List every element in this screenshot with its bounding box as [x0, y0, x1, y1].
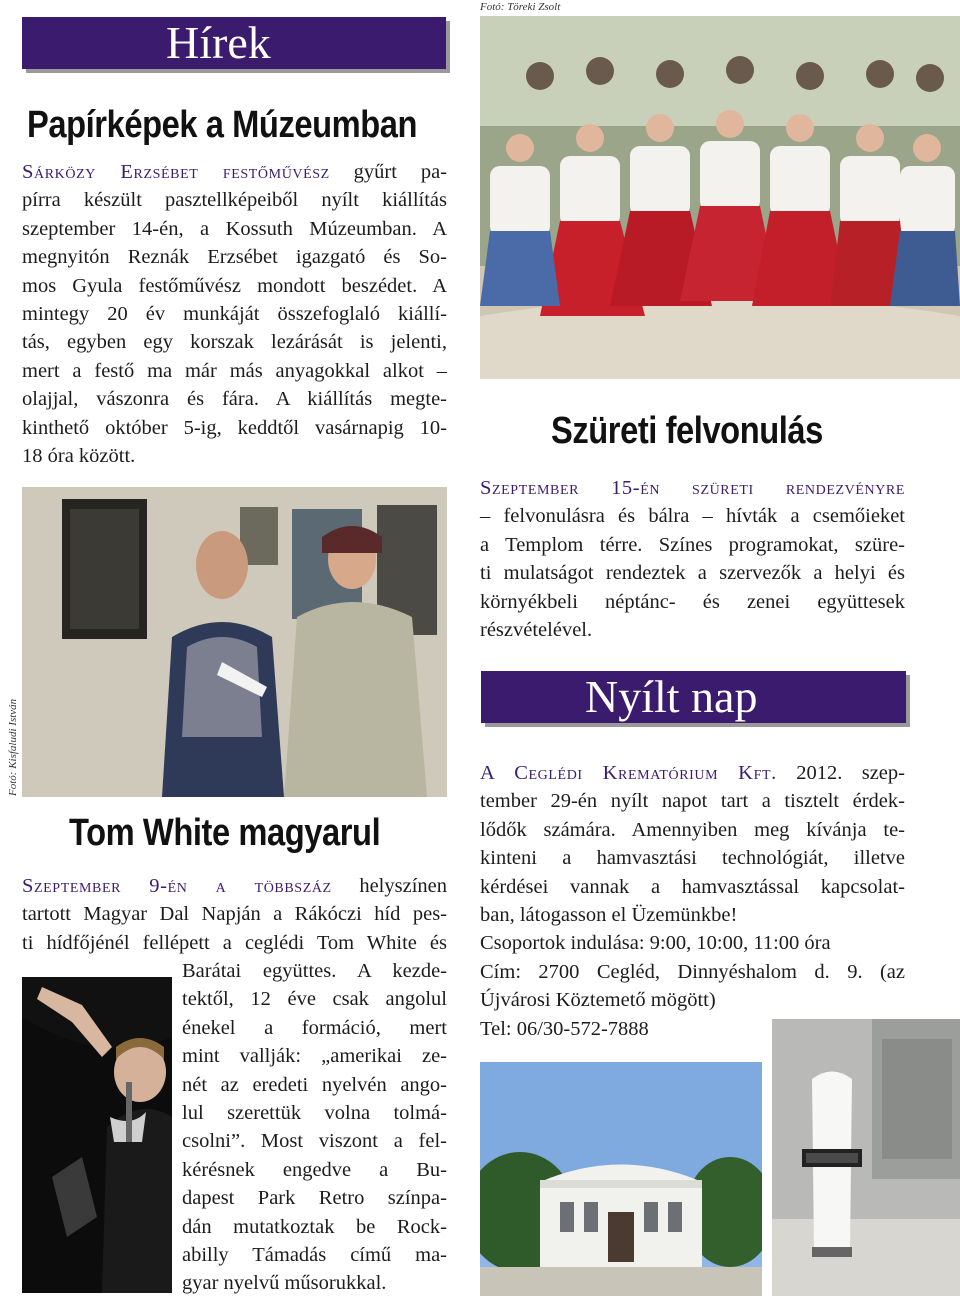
article-body-szureti: [480, 474, 905, 644]
text-line: szeptember 14-én, a Kossuth Múzeumban. A: [22, 217, 447, 240]
banner-title: Hírek: [166, 17, 271, 68]
article-title-szureti: Szüreti felvonulás: [551, 410, 823, 452]
article-lead: Sárközy Erzsébet festőművész: [22, 161, 330, 183]
text-line: Barátai együttes. A kezde-: [182, 960, 447, 982]
text-line: mert a festő ma már más anyagokkal alkot –: [22, 359, 447, 382]
cremation-equipment-photo: [772, 1019, 960, 1296]
photo-credit-top: Fotó: Töreki Zsolt: [480, 1, 561, 13]
text-line: környékbeli néptánc- és zenei együttesek: [480, 590, 905, 613]
text-line: tás, egyben egy korszak lezárását is jelenti,: [22, 331, 447, 354]
text-line: nét az eredeti nyelvén ango-: [182, 1073, 447, 1096]
text-line: kérdései vannak a hamvasztással kapcsolat-: [480, 875, 905, 898]
text-line: 18 óra között.: [22, 445, 136, 468]
text-line: tartott Magyar Dal Napján a Rákóczi híd pes-: [22, 903, 447, 926]
article-title-papirkepek: Papírképek a Múzeumban: [27, 104, 418, 146]
text-line: lődők számára. Amennyiben meg kívánja te-: [480, 818, 905, 841]
text-line: dán mutatkoztak be Rock-: [182, 1215, 447, 1238]
text-line: lul szerettük volna tolmá-: [182, 1102, 447, 1125]
text-line: gyar nyelvű műsorukkal.: [182, 1272, 387, 1295]
phone-line: Tel: 06/30-572-7888: [480, 1017, 649, 1040]
article-body-tom-white-narrow: [182, 957, 447, 1298]
article-title-tom-white: Tom White magyarul: [69, 812, 381, 854]
text-line: mintegy 20 év munkáját összefoglaló kiállí-: [22, 303, 447, 326]
text-line: megnyitón Reznák Erzsébet igazgató és So-: [22, 246, 447, 269]
text-line: tember 29-én nyílt napot tart a tisztelt érdek-: [480, 790, 905, 813]
article-body-papirkepek: Sárközy Erzsébet festőművész gyűrt pa- pírra készült pasztellképeiből nyílt kiállítás szeptember 14-én, a Kossuth Múzeumban. A megnyitón Reznák Erzsébet igazgató és So- mos Gyula festőművész mondott beszédet. A mintegy 20 év munkáját összefoglaló kiállí- tás, egyben egy korszak lezárását is jelenti, mert a festő ma már más anyagokkal alkot – olajjal, vászonra és fára. A kiállítás megte- kinthető október 5-ig, keddtől vasárnapig 10- 18 óra között.: [22, 158, 447, 470]
exhibition-photo: [22, 487, 447, 797]
address-line: Cím: 2700 Cegléd, Dinnyéshalom d. 9. (az: [480, 960, 905, 983]
text-line: csolni”. Most viszont a fel-: [182, 1130, 447, 1153]
text-line: mint vallják: „amerikai ze-: [182, 1045, 447, 1068]
text-line: pírra készült pasztellképeiből nyílt kiállítás: [22, 189, 447, 212]
text-line: kinteni a hamvasztási technológiát, illetve: [480, 847, 905, 870]
section-banner-hirek: [22, 17, 446, 69]
address-line: Újvárosi Köztemető mögött): [480, 989, 716, 1012]
article-lead: Szeptember 9-én a többszáz: [22, 875, 332, 897]
text-line: dapest Park Retro színpa-: [182, 1187, 447, 1210]
text-line: a Templom térre. Színes programokat, szüre-: [480, 533, 905, 556]
text-line: kérésnek engedve a Bu-: [182, 1158, 447, 1181]
text-line: abilly Támadás című ma-: [182, 1244, 447, 1267]
text-line: olajjal, vászonra és fára. A kiállítás megte-: [22, 388, 447, 411]
article-body-nyilt-nap: A Ceglédi Krematórium Kft. 2012. szep- tember 29-én nyílt napot tart a tisztelt érdek- lődők számára. Amennyiben meg kívánja te- kinteni a hamvasztási technológiát, illetve kérdései vannak a hamvasztással kapcsolat- ban, látogasson el Üzemünkbe! Csoportok indulása: 9:00, 10:00, 11:00 óra Cím: 2700 Cegléd, Dinnyéshalom d. 9. (az Újvárosi Köztemető mögött) Tel: 06/30-572-7888: [480, 759, 905, 1043]
text-line: ti hídfőjénél fellépett a ceglédi Tom White és: [22, 931, 447, 954]
article-lead: Szeptember 15-én szüreti rendezvényre: [480, 477, 905, 499]
banner-title: Nyílt nap: [585, 671, 758, 722]
text-line: – felvonulásra és bálra – hívták a csemőieket: [480, 505, 905, 528]
crematorium-building-photo: [480, 1062, 762, 1296]
text-line: ti mulatságot rendeztek a szervezők a helyi és: [480, 562, 905, 585]
groups-line: Csoportok indulása: 9:00, 10:00, 11:00 óra: [480, 932, 831, 955]
photo-credit-side: Fotó: Kisfaludi István: [7, 698, 19, 796]
text-line: kinthető október 5-ig, keddtől vasárnapig 10-: [22, 416, 447, 439]
folk-dance-photo: [480, 16, 960, 379]
text-line: részvételével.: [480, 619, 593, 642]
text-line: énekel a formáció, mert: [182, 1016, 447, 1039]
text-line: ban, látogasson el Üzemünkbe!: [480, 904, 738, 927]
singer-photo: [22, 977, 172, 1293]
text-line: mos Gyula festőművész mondott beszédet. A: [22, 274, 447, 297]
article-body-tom-white: Szeptember 9-én a többszáz helyszínen tartott Magyar Dal Napján a Rákóczi híd pes- ti hídfőjénél fellépett a ceglédi Tom White és: [22, 872, 447, 957]
article-lead: A Ceglédi Krematórium Kft.: [480, 762, 777, 784]
section-banner-nyilt-nap: [481, 671, 906, 723]
text-line: tektől, 12 éve csak angolul: [182, 988, 447, 1011]
